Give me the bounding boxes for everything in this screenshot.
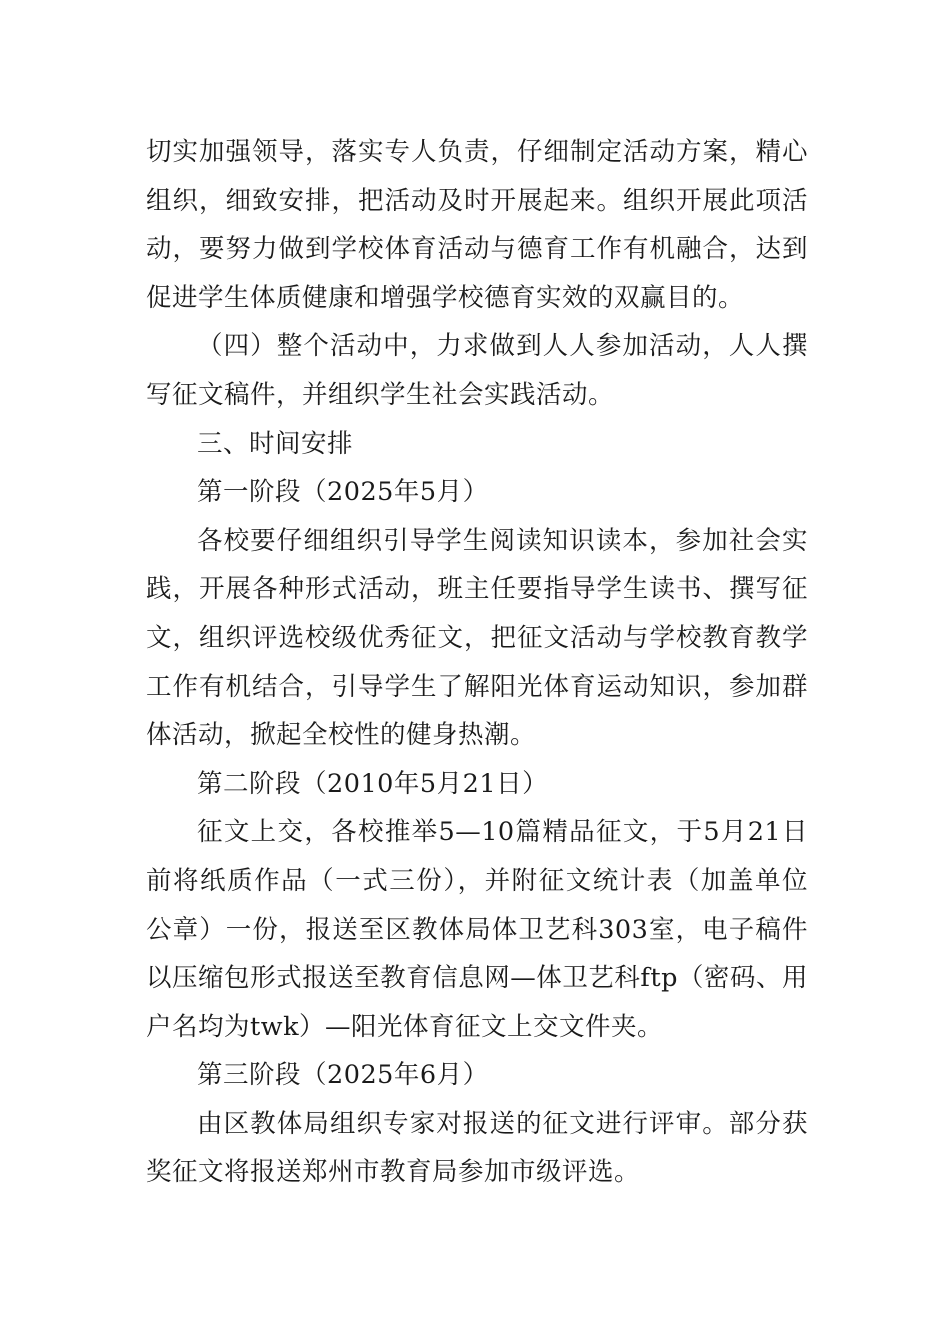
stage-two-heading: 第二阶段（2010年5月21日） — [197, 768, 549, 799]
stage-three-body: 由区教体局组织专家对报送的征文进行评审。部分获奖征文将报送郑州市教育局参加市级评选。 — [146, 1108, 808, 1188]
stage-three-heading: 第三阶段（2025年6月） — [197, 1060, 489, 1091]
paragraph-leadership: 切实加强领导，落实专人负责，仔细制定活动方案，精心组织，细致安排，把活动及时开展起来。组织开展此项活动，要努力做到学校体育活动与德育工作有机融合，达到促进学生体质健康和增强学校德育实效的双赢目的。 — [146, 137, 808, 313]
paragraph-item-four: （四）整个活动中，力求做到人人参加活动，人人撰写征文稿件，并组织学生社会实践活动。 — [146, 331, 808, 410]
stage-two-body: 征文上交，各校推举5—10篇精品征文，于5月21日前将纸质作品（一式三份），并附征文统计表（加盖单位公章）一份，报送至区教体局体卫艺科303室，电子稿件以压缩包形式报送至教育信息网—体卫艺科ftp（密码、用户名均为twk）—阳光体育征文上交文件夹。 — [146, 817, 808, 1042]
stage-one-heading: 第一阶段（2025年5月） — [197, 477, 489, 508]
document-body — [146, 128, 808, 1197]
section-heading-schedule: 三、时间安排 — [197, 428, 354, 459]
stage-one-body: 各校要仔细组织引导学生阅读知识读本，参加社会实践，开展各种形式活动，班主任要指导学生读书、撰写征文，组织评选校级优秀征文，把征文活动与学校教育教学工作有机结合，引导学生了解阳光体育运动知识，参加群体活动，掀起全校性的健身热潮。 — [146, 525, 808, 751]
